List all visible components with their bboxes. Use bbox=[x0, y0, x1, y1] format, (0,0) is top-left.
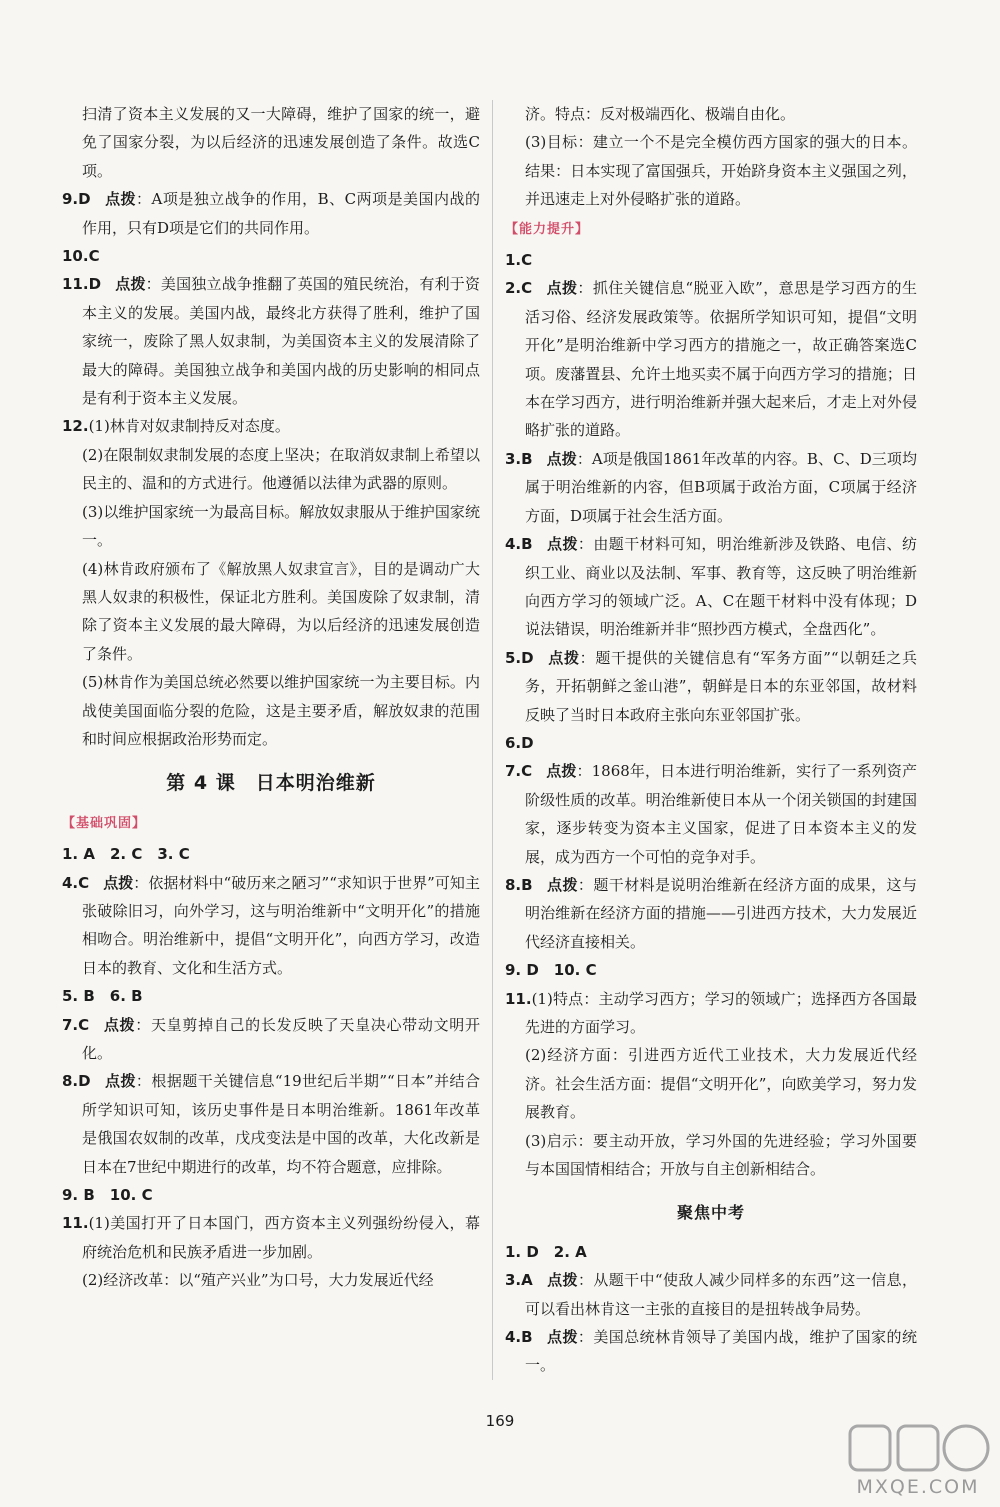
answer-text: 根据题干关键信息“19世纪后半期”“日本”并结合所学知识可知，该历史事件是日本明治维新。1861年改革是俄国农奴制的改革，戊戌变法是中国的改革，大化改新是日本在7世纪中期进行的改革，均不符合题意，应排除。 bbox=[82, 1072, 480, 1176]
answer-keyword: 点拨 bbox=[103, 873, 134, 892]
column-divider bbox=[492, 100, 493, 1380]
answer-choice: A bbox=[521, 1271, 533, 1290]
answer-text: 1868年，日本进行明治维新，实行了一系列资产阶级性质的改革。明治维新使日本从一个闭关锁国的封建国家，逐步转变为资本主义国家，促进了日本资本主义的发展，成为西方一个可怕的竞争对手。 bbox=[525, 762, 917, 866]
lesson-title: 第 4 课 日本明治维新 bbox=[166, 772, 376, 795]
answer-keyword: 点拨 bbox=[103, 1015, 136, 1034]
answer-choice: C bbox=[78, 1015, 90, 1034]
section-tag-improve: 【能力提升】 bbox=[505, 221, 590, 237]
answer-item-5: 5.D 点拨：题干提供的关键信息有“军务方面”“以朝廷之兵务，开拓朝鲜之釜山港”，朝鲜是日本的东亚邻国，故材料反映了当时日本政府主张向东亚邻国扩张。 bbox=[505, 648, 917, 724]
answer-number: 11. bbox=[505, 989, 532, 1008]
answer-number: 7. bbox=[62, 1015, 79, 1034]
question-12 bbox=[62, 412, 480, 753]
q11-part-1 bbox=[505, 985, 917, 1042]
answer-choice: 1. D 2. A bbox=[505, 1242, 587, 1261]
answer-item-9: 9.D 点拨：A项是独立战争的作用，B、C两项是美国内战的作用，只有D项是它们的共同作用。 bbox=[62, 190, 480, 237]
answer-text: 抓住关键信息“脱亚入欧”，意思是学习西方的生活习俗、经济发展政策等。依据所学知识可知，提倡“文明开化”是明治维新中学习西方的措施之一，故正确答案选C项。废藩置县、允许土地买卖不属于向西方学习的措施；日本在学习西方，进行明治维新并强大起来后，才走上对外侵略扩张的道路。 bbox=[525, 279, 917, 440]
focus-title: 聚焦中考 bbox=[676, 1203, 745, 1223]
q12-part-2: (2)在限制奴隶制发展的态度上坚决；在取消奴隶制上希望以民主的、温和的方式进行。他遵循以法律为武器的原则。 bbox=[82, 445, 480, 493]
answer-choice: 9. D 10. C bbox=[505, 961, 597, 980]
left-column bbox=[62, 100, 480, 1295]
continuation-line: 济。特点：反对极端西化、极端自由化。 bbox=[525, 105, 796, 123]
answer-text: A项是独立战争的作用，B、C两项是美国内战的作用，只有D项是它们的共同作用。 bbox=[82, 190, 480, 237]
q11-part-1 bbox=[62, 1209, 480, 1266]
answer-choice: C bbox=[88, 247, 100, 266]
answer-text: 由题干材料可知，明治维新涉及铁路、电信、纺织工业、商业以及法制、军事、教育等，这反映了明治维新向西方学习的领域广泛。A、C在题干材料中没有体现；D说法错误，明治维新并非“照抄西方模式，全盘西化”。 bbox=[525, 535, 917, 639]
answer-keyword: 点拨 bbox=[546, 762, 577, 781]
answer-text: A项是俄国1861年改革的内容。B、C、D三项均属于明治维新的内容，但B项属于政治方面，C项属于经济方面，D项属于社会生活方面。 bbox=[525, 449, 917, 525]
watermark-logo bbox=[838, 1418, 998, 1504]
answer-choice: B bbox=[521, 875, 533, 894]
answer-choice: 5. B 6. B bbox=[62, 987, 143, 1006]
answer-choice: B bbox=[521, 535, 533, 554]
answer-number: 11. bbox=[62, 1214, 89, 1233]
answer-item-10 bbox=[62, 242, 480, 270]
section-tag-basic: 【基础巩固】 bbox=[62, 815, 147, 831]
answer-keyword: 点拨 bbox=[546, 1271, 578, 1290]
answer-number: 10. bbox=[62, 247, 89, 266]
answer-choice: D bbox=[88, 275, 102, 294]
answer-item-11: 11.D 点拨：美国独立战争推翻了英国的殖民统治，有利于资本主义的发展。美国内战，最终北方获得了胜利，维护了国家统一，废除了黑人奴隶制，为美国资本主义的发展清除了最大的障碍。美国独立战争和美国内战的历史影响的相同点是有利于资本主义发展。 bbox=[62, 275, 480, 408]
answer-choice: B bbox=[521, 449, 533, 468]
answer-item-3: 3.B 点拨：A项是俄国1861年改革的内容。B、C、D三项均属于明治维新的内容，但B项属于政治方面，C项属于经济方面，D项属于社会生活方面。 bbox=[505, 449, 917, 525]
continuation-part-3: (3)目标：建立一个不是完全模仿西方国家的强大的日本。结果：日本实现了富国强兵，开始跻身资本主义强国之列，并迅速走上对外侵略扩张的道路。 bbox=[525, 133, 917, 209]
answer-keyword: 点拨 bbox=[104, 1072, 136, 1091]
answer-number: 4. bbox=[62, 873, 79, 892]
question-11-right bbox=[505, 985, 917, 1184]
answer-choice: D bbox=[78, 1072, 91, 1091]
answer-text: 天皇剪掉自己的长发反映了天皇决心带动文明开化。 bbox=[82, 1015, 480, 1062]
answer-number: 6. bbox=[505, 733, 522, 752]
answer-text: 从题干中“使敌人减少同样多的东西”这一信息，可以看出林肯这一主张的直接目的是扭转战争局势。 bbox=[525, 1271, 917, 1318]
answer-choice: C bbox=[521, 279, 533, 298]
q12-part-5: (5)林肯作为美国总统必然要以维护国家统一为主要目标。内战使美国面临分裂的危险，这是主要矛盾，解放奴隶的范围和时间应根据政治形势而定。 bbox=[82, 673, 480, 748]
answer-choice: C bbox=[521, 762, 533, 781]
answer-number: 5. bbox=[505, 648, 522, 667]
answers-group-l1 bbox=[62, 185, 480, 412]
watermark-logo-icon bbox=[838, 1418, 998, 1478]
answers-group-r1 bbox=[505, 246, 917, 985]
question-11-left bbox=[62, 1209, 480, 1294]
answers-group-r2 bbox=[505, 1238, 917, 1380]
answer-choice: B bbox=[521, 1328, 533, 1347]
answer-keyword: 点拨 bbox=[546, 1328, 578, 1347]
answer-item-6 bbox=[505, 729, 917, 757]
answer-keyword: 点拨 bbox=[115, 275, 146, 294]
answers-group-l2 bbox=[62, 840, 480, 1209]
answer-choice: C bbox=[78, 873, 90, 892]
answer-item-2: 2.C 点拨：抓住关键信息“脱亚入欧”，意思是学习西方的生活习俗、经济发展政策等。依据所学知识可知，提倡“文明开化”是明治维新中学习西方的措施之一，故正确答案选C项。废藩置县、允许土地买卖不属于向西方学习的措施；日本在学习西方，进行明治维新并强大起来后，才走上对外侵略扩张的道路。 bbox=[505, 279, 917, 440]
answer-number: 1. bbox=[505, 251, 522, 270]
answer-item-8: 8.B 点拨：题干材料是说明治维新在经济方面的成果，这与明治维新在经济方面的措施——引进西方技术，大力发展近代经济直接相关。 bbox=[505, 875, 917, 951]
q12-part-text: (1)林肯对奴隶制持反对态度。 bbox=[88, 417, 290, 436]
intro-paragraph: 扫清了资本主义发展的又一大障碍，维护了国家的统一，避免了国家分裂，为以后经济的迅速发展创造了条件。故选C项。 bbox=[82, 105, 480, 180]
q12-part-1 bbox=[62, 412, 480, 440]
answer-item-1-3 bbox=[62, 840, 480, 868]
answer-item-9-10 bbox=[62, 1181, 480, 1209]
answer-choice: C bbox=[521, 251, 533, 270]
answer-choice: D bbox=[521, 733, 534, 752]
answer-keyword: 点拨 bbox=[546, 449, 577, 468]
q11-part-2: (2)经济方面：引进西方近代工业技术，大力发展近代经济。社会生活方面：提倡“文明开化”，向欧美学习，努力发展教育。 bbox=[525, 1046, 917, 1122]
answer-item-1 bbox=[505, 246, 917, 274]
right-column bbox=[505, 100, 917, 1380]
answer-text: 题干材料是说明治维新在经济方面的成果，这与明治维新在经济方面的措施——引进西方技术，大力发展近代经济直接相关。 bbox=[525, 875, 917, 951]
answer-text: 美国独立战争推翻了英国的殖民统治，有利于资本主义的发展。美国内战，最终北方获得了胜利，维护了国家统一，废除了黑人奴隶制，为美国资本主义的发展清除了最大的障碍。美国独立战争和美国内战的历史影响的相同点是有利于资本主义发展。 bbox=[82, 275, 480, 408]
answer-number: 4. bbox=[505, 535, 522, 554]
answer-number: 9. bbox=[62, 190, 79, 209]
answer-item-1-2 bbox=[505, 1238, 917, 1266]
q11-part-2: (2)经济改革：以“殖产兴业”为口号，大力发展近代经 bbox=[82, 1271, 434, 1290]
answer-keyword: 点拨 bbox=[547, 648, 580, 667]
answer-choice: D bbox=[521, 648, 534, 667]
answer-keyword: 点拨 bbox=[546, 535, 578, 554]
answer-number: 3. bbox=[505, 449, 522, 468]
q12-part-4: (4)林肯政府颁布了《解放黑人奴隶宣言》，目的是调动广大黑人奴隶的积极性，保证北方胜利。美国废除了奴隶制，清除了资本主义发展的最大障碍，为以后经济的迅速发展创造了条件。 bbox=[82, 559, 480, 663]
answer-number: 12. bbox=[62, 417, 89, 436]
answer-item-7: 7.C 点拨：1868年，日本进行明治维新，实行了一系列资产阶级性质的改革。明治维新使日本从一个闭关锁国的封建国家，逐步转变为资本主义国家，促进了日本资本主义的发展，成为西方一个可怕的竞争对手。 bbox=[505, 762, 917, 866]
page-number: 169 bbox=[485, 1412, 515, 1430]
answer-number: 8. bbox=[505, 875, 522, 894]
answer-item-4: 4.B 点拨：由题干材料可知，明治维新涉及铁路、电信、纺织工业、商业以及法制、军事、教育等，这反映了明治维新向西方学习的领域广泛。A、C在题干材料中没有体现；D说法错误，明治维新并非“照抄西方模式，全盘西化”。 bbox=[505, 535, 917, 639]
watermark-text: MXQE.COM bbox=[856, 1476, 980, 1498]
answer-keyword: 点拨 bbox=[104, 190, 137, 209]
q11-part-text: (1)特点：主动学习西方；学习的领域广；选择西方各国最先进的方面学习。 bbox=[525, 989, 917, 1036]
answer-item-8: 8.D 点拨：根据题干关键信息“19世纪后半期”“日本”并结合所学知识可知，该历史事件是日本明治维新。1861年改革是俄国农奴制的改革，戊戌变法是中国的改革，大化改新是日本在7世纪中期进行的改革，均不符合题意，应排除。 bbox=[62, 1072, 480, 1176]
answer-text: 题干提供的关键信息有“军务方面”“以朝廷之兵务，开拓朝鲜之釜山港”，朝鲜是日本的东亚邻国，故材料反映了当时日本政府主张向东亚邻国扩张。 bbox=[525, 648, 917, 724]
answer-choice: 1. A 2. C 3. C bbox=[62, 845, 190, 864]
q12-part-3: (3)以维护国家统一为最高目标。解放奴隶服从于维护国家统一。 bbox=[82, 502, 480, 550]
q11-part-text: (1)美国打开了日本国门，西方资本主义列强纷纷侵入，幕府统治危机和民族矛盾进一步加剧。 bbox=[82, 1214, 480, 1261]
answer-item-3: 3.A 点拨：从题干中“使敌人减少同样多的东西”这一信息，可以看出林肯这一主张的直接目的是扭转战争局势。 bbox=[505, 1271, 917, 1318]
answer-number: 4. bbox=[505, 1328, 522, 1347]
answer-item-9-10 bbox=[505, 956, 917, 984]
answer-number: 3. bbox=[505, 1271, 522, 1290]
answer-item-5-6 bbox=[62, 982, 480, 1010]
answer-item-4: 4.C 点拨：依据材料中“破历来之陋习”“求知识于世界”可知主张破除旧习，向外学习，这与明治维新中“文明开化”的措施相吻合。明治维新中，提倡“文明开化”，向西方学习，改造日本的教育、文化和生活方式。 bbox=[62, 873, 480, 977]
answer-text: 依据材料中“破历来之陋习”“求知识于世界”可知主张破除旧习，向外学习，这与明治维新中“文明开化”的措施相吻合。明治维新中，提倡“文明开化”，向西方学习，改造日本的教育、文化和生活方式。 bbox=[82, 873, 480, 977]
answer-item-4: 4.B 点拨：美国总统林肯领导了美国内战，维护了国家的统一。 bbox=[505, 1328, 917, 1375]
answer-choice: 9. B 10. C bbox=[62, 1186, 153, 1205]
answer-keyword: 点拨 bbox=[546, 875, 578, 894]
q11-part-3: (3)启示：要主动开放，学习外国的先进经验；学习外国要与本国国情相结合；开放与自主创新相结合。 bbox=[525, 1131, 917, 1179]
answer-keyword: 点拨 bbox=[546, 279, 578, 298]
answer-item-7: 7.C 点拨：天皇剪掉自己的长发反映了天皇决心带动文明开化。 bbox=[62, 1015, 480, 1062]
answer-number: 8. bbox=[62, 1072, 79, 1091]
answer-number: 11. bbox=[62, 275, 89, 294]
answer-text: 美国总统林肯领导了美国内战，维护了国家的统一。 bbox=[525, 1328, 917, 1375]
answer-choice: D bbox=[78, 190, 91, 209]
answer-number: 7. bbox=[505, 762, 522, 781]
answer-number: 2. bbox=[505, 279, 522, 298]
